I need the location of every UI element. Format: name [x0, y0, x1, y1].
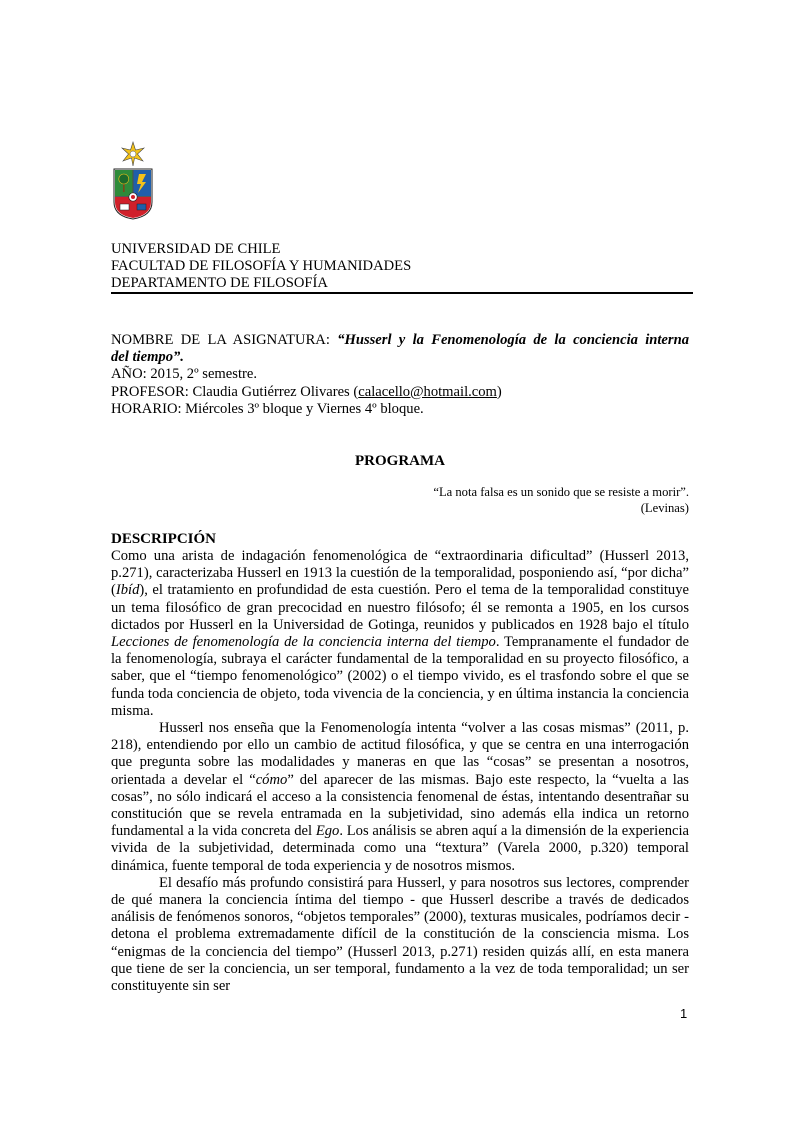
paragraph-2: [111, 720, 689, 875]
book-title-italic: Lecciones de fenomenología de la conciencia interna del tiempo: [111, 634, 496, 651]
university-emblem-icon: [111, 140, 155, 220]
section-title: PROGRAMA: [355, 453, 445, 469]
paragraph-2-text-b: ” del aparecer de las mismas. Bajo este respecto, la “vuelta a las cosas”, no sólo indicará el acceso a la consistencia fenomenal de éstas, intentando desentrañar su constitución que se revela entramada en la subjetividad, sino además ella indica un retorno fundamental a la vida concreta del: [111, 771, 689, 840]
paragraph-2-text-a: Husserl nos enseña que la Fenomenología intenta “volver a las cosas mismas” (2011, p. 218), entendiendo por ello un cambio de actitud filosófica, y que se centra en una interrogación que pregunta sobre las modalidades y maneras en que las “cosas” se presentan a nosotros, orientada a develar el “: [111, 720, 689, 788]
page-number: 1: [680, 1006, 688, 1021]
institution-header: [111, 241, 693, 293]
course-professor: [111, 384, 689, 401]
ego-italic: Ego: [315, 823, 340, 840]
header-divider: [111, 292, 693, 294]
course-name-continuation: del tiempo”.: [111, 349, 184, 366]
paragraph-1-text-c: . Tempranamente el fundador de la fenomenología, subraya el carácter fundamental de la temporalidad en su proyecto filosófico, a saber, que el “tiempo fenomenológico” (2002) o el tiempo vivido, es el trasfondo sobre el que se funda toda conciencia de objeto, toda vivencia de la conciencia, y en última instancia la conciencia misma.: [111, 634, 689, 719]
description-heading: DESCRIPCIÓN: [111, 531, 217, 547]
description-body: [111, 548, 689, 995]
paragraph-1-text-b: ), el tratamiento en profundidad de esta cuestión. Pero el tema de la temporalidad constituye un tema filosófico de gran precocidad en nuestro filósofo; él se remonta a 1905, en los cursos dictados por Husserl en la Universidad de Gotinga, reunidos y publicados en 1928 bajo el título: [111, 582, 689, 633]
epigraph-author: (Levinas): [640, 500, 689, 515]
course-name-label: NOMBRE DE LA ASIGNATURA:: [111, 332, 338, 348]
faculty-name: FACULTAD DE FILOSOFÍA Y HUMANIDADES: [111, 258, 412, 275]
ibid-italic: Ibíd: [115, 582, 140, 599]
paragraph-1: [111, 548, 689, 720]
department-name: DEPARTAMENTO DE FILOSOFÍA: [111, 275, 328, 292]
como-italic: cómo: [255, 771, 288, 788]
paragraph-2-text-c: . Los análisis se abren aquí a la dimensión de la experiencia vivida de la subjetividad, determinada como una “textura” (Varela 2000, p.320) temporal dinámica, fuente temporal de toda experiencia y de nosotros mismos.: [111, 823, 689, 874]
university-name: UNIVERSIDAD DE CHILE: [111, 241, 281, 257]
course-schedule: HORARIO: Miércoles 3º bloque y Viernes 4º bloque.: [111, 400, 424, 417]
course-name-value: “Husserl y la Fenomenología de la conciencia interna: [337, 332, 689, 348]
epigraph: [380, 485, 689, 516]
professor-email-link[interactable]: calacello@hotmail.com: [358, 383, 497, 400]
course-info: [111, 332, 689, 418]
course-name-line: [111, 332, 689, 349]
course-year: AÑO: 2015, 2º semestre.: [111, 366, 257, 383]
emblem-star: [122, 142, 144, 166]
paragraph-3: El desafío más profundo consistirá para Husserl, y para nosotros sus lectores, comprender de qué manera la conciencia íntima del tiempo - que Husserl describe a través de dedicados análisis de fenómenos sonoros, “objetos temporales” (2000), texturas musicales, podríamos decir - detona el problema extremadamente difícil de la constitución de la consciencia misma. Los “enigmas de la conciencia del tiempo” (Husserl 2013, p.271) residen quizás allí, en esta manera que tiene de ser la conciencia, un ser temporal, fundamento a la vez de toda temporalidad; un ser constituyente sin ser: [111, 874, 689, 995]
professor-label: PROFESOR: Claudia Gutiérrez Olivares (: [111, 383, 359, 400]
paragraph-1-text-a: Como una arista de indagación fenomenológica de “extraordinaria dificultad” (Husserl 2013, p.271), caracterizaba Husserl en 1913 la cuestión de la temporalidad, posponiendo así, “por dicha” (: [111, 548, 689, 599]
epigraph-quote: “La nota falsa es un sonido que se resiste a morir”.: [433, 485, 689, 499]
professor-close: ): [496, 383, 502, 400]
